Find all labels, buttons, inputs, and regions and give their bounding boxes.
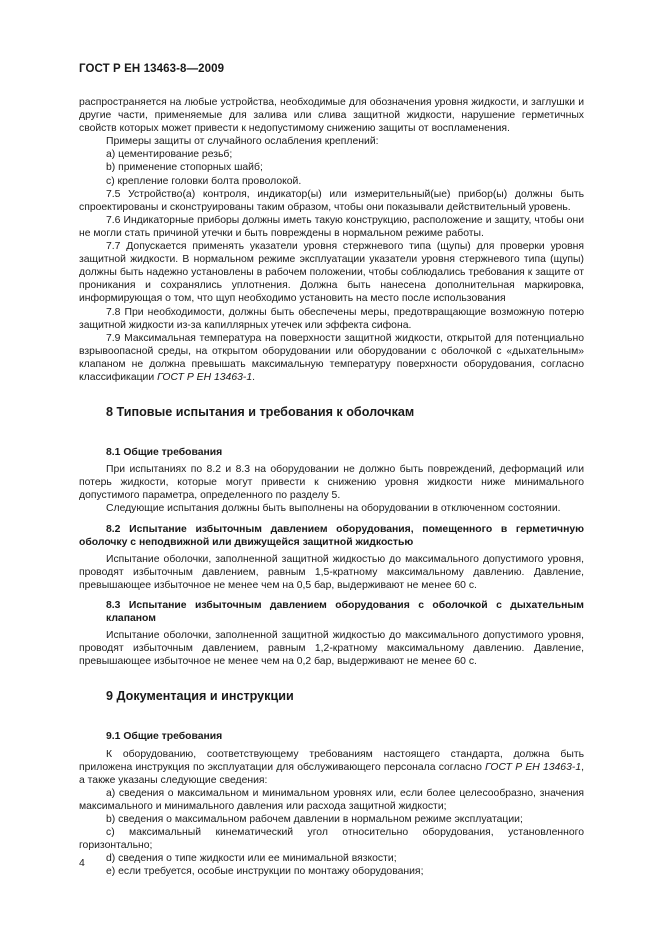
paragraph: распространяется на любые устройства, необходимые для обозначения уровня жидкости, и заглушки и другие части, применяемые для залива или слива защитной жидкости, нарушение герметичных свойств которых может привести к недопустимому снижению защиты от воспламенения. [79,97,584,135]
list-item: е) если требуется, особые инструкции по монтажу оборудования; [106,866,424,878]
paragraph: Примеры защиты от случайного ослабления креплений: [106,136,379,148]
list-item: а) сведения о максимальном и минимальном уровнях или, если более целесообразно, значения максимального и минимального давления или расхода защитной жидкости; [79,787,584,812]
section-9-heading: 9 Документация и инструкции [106,689,294,704]
list-item: d) сведения о типе жидкости или ее минимальной вязкости; [106,853,397,865]
body-text [79,96,584,879]
paragraph-text: К оборудованию, соответствующему требованиям настоящего стандарта, должна быть приложена инструкция по эксплуатации для обслуживающего персонала согласно [79,748,584,773]
clause-7-9 [79,332,584,384]
standard-reference: ГОСТ Р ЕН 13463-1 [485,761,582,773]
clause-7-9-end: . [252,371,256,383]
list-item: b) сведения о максимальном рабочем давлении в нормальном режиме эксплуатации; [106,814,523,826]
clause-7-8: 7.8 При необходимости, должны быть обеспечены меры, предотвращающие возможную потерю защитной жидкости из-за капиллярных утечек или эффекта сифона. [79,306,584,331]
list-item: с) крепление головки болта проволокой. [106,175,302,187]
clause-7-5: 7.5 Устройство(а) контроля, индикатор(ы) или измерительный(ые) прибор(ы) должны быть спроектированы и сконструированы таким образом, чтобы они показывали действительный уровень. [79,188,584,213]
page-number: 4 [79,858,85,869]
paragraph: Испытание оболочки, заполненной защитной жидкостью до максимального допустимого уровня, проводят избыточным давлением, равным 1,2-кратному максимальному давлению. Давление, превышающее избыточное не менее чем на 0,2 бар, выдерживают не менее 60 с. [79,630,584,668]
paragraph: Испытание оболочки, заполненной защитной жидкостью до максимального допустимого уровня, проводят избыточным давлением, равным 1,5-кратному максимальному давлению. Давление, превышающее избыточное не менее чем на 0,5 бар, выдерживают не менее 60 с. [79,553,584,591]
list-item: b) применение стопорных шайб; [106,162,263,174]
paragraph [79,748,584,787]
running-header: ГОСТ Р ЕН 13463-8—2009 [79,63,225,75]
paragraph-end: , а также указаны следующие сведения: [79,761,584,786]
subsection-8-3-heading: 8.3 Испытание избыточным давлением оборудования с оболочкой с дыхательным клапаном [106,600,584,625]
section-8-heading: 8 Типовые испытания и требования к оболочкам [106,405,415,420]
subsection-8-1-heading: 8.1 Общие требования [106,447,223,459]
subsection-9-1-heading: 9.1 Общие требования [106,731,223,743]
clause-7-6: 7.6 Индикаторные приборы должны иметь такую конструкцию, расположение и защиту, чтобы они не могли стать причиной утечки и быть повреждены в нормальном режиме работы. [79,214,584,239]
clause-7-7: 7.7 Допускается применять указатели уровня стержневого типа (щупы) для проверки уровня защитной жидкости. В нормальном режиме эксплуатации указатели уровня стержневого типа (щупы) должны быть надежно установлены в рабочем положении, чтобы соблюдались требования к защите от проникания и сохранялись уплотнения. Должна быть нанесена дополнительная маркировка, информирующая о том, что щуп необходимо установить на место после использования [79,241,584,305]
clause-7-9-text: 7.9 Максимальная температура на поверхности защитной жидкости, открытой для потенциально взрывоопасной среды, на открытом оборудовании или оборудовании с оболочкой с «дыхательным» клапаном не должна превышать максимальную температуру поверхности оборудования, согласно классификации [79,332,584,383]
list-item: а) цементирование резьб; [106,149,233,161]
paragraph: Следующие испытания должны быть выполнены на оборудовании в отключенном состоянии. [106,503,561,515]
subsection-8-2-heading: 8.2 Испытание избыточным давлением оборудования, помещенного в герметичную оболочку с неподвижной или движущейся защитной жидкостью [79,523,584,548]
standard-reference: ГОСТ Р ЕН 13463-1 [157,371,253,383]
list-item: с) максимальный кинематический угол относительно оборудования, установленного горизонтально; [79,827,584,852]
paragraph: При испытаниях по 8.2 и 8.3 на оборудовании не должно быть повреждений, деформаций или потерь жидкости, которые могут привести к снижению уровня жидкости ниже минимального допустимого параметра, определенного по разделу 5. [79,464,584,502]
